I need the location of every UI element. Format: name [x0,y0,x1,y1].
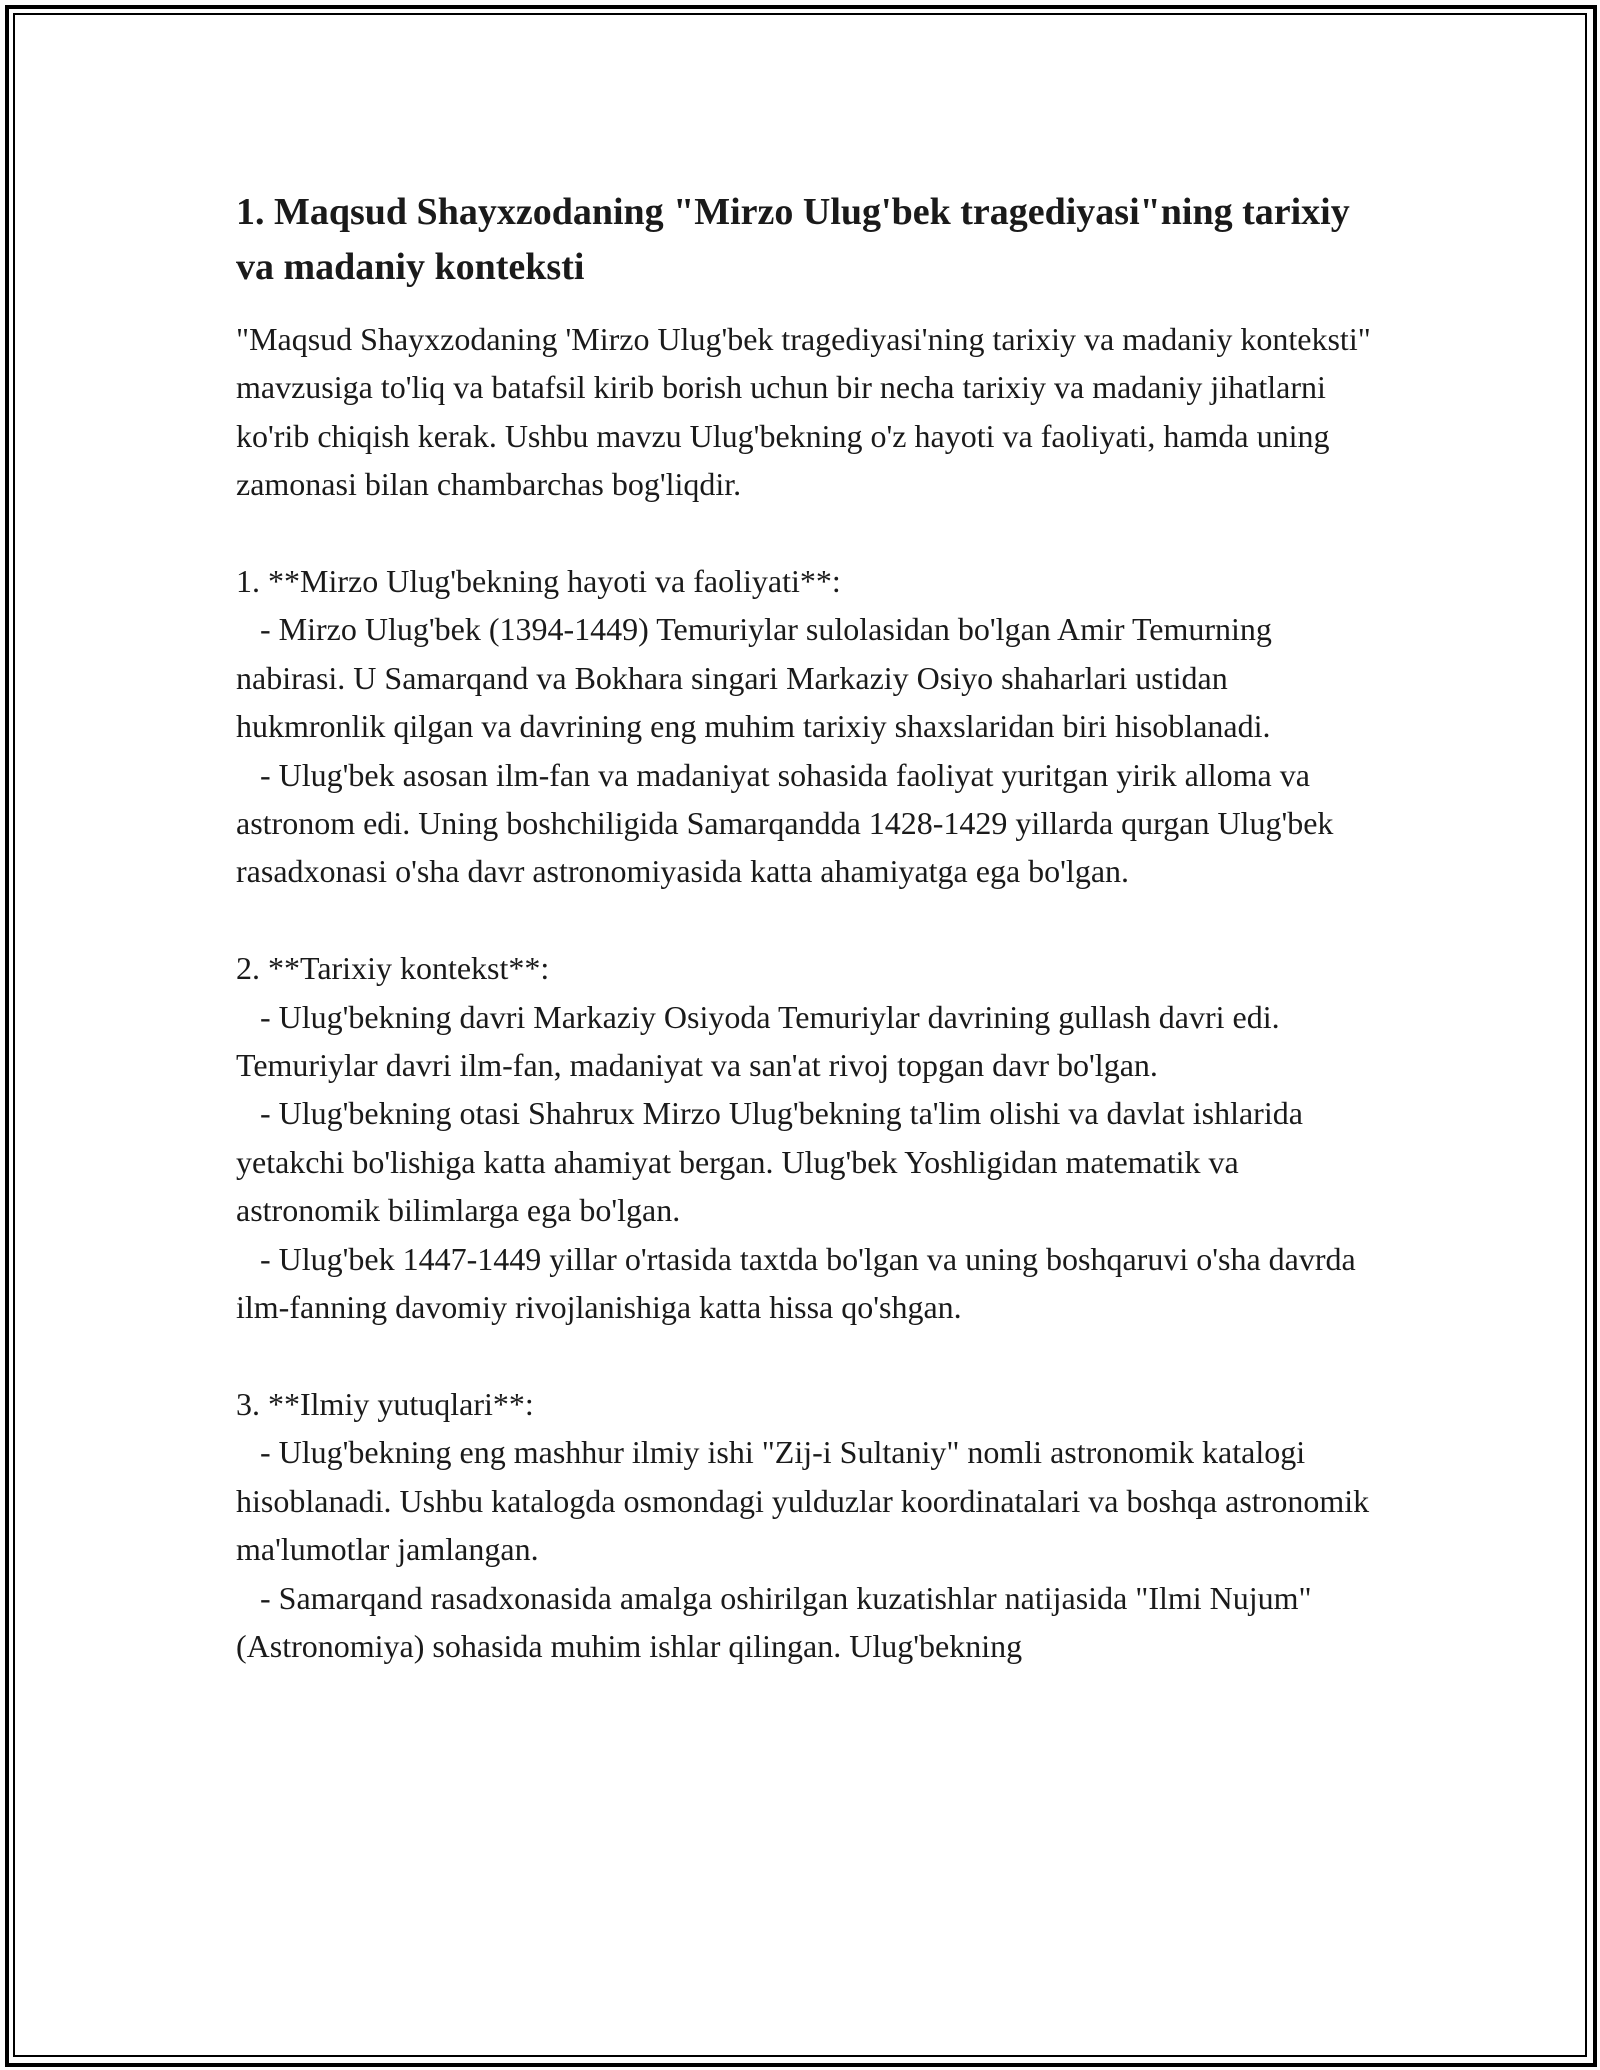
list-item: - Samarqand rasadxonasida amalga oshirilgan kuzatishlar natijasida "Ilmi Nujum" (Astronomiya) sohasida muhim ishlar qilingan. Ulug'bekning [236,1579,1320,1664]
list-item: - Ulug'bekning eng mashhur ilmiy ishi "Zij-i Sultaniy" nomli astronomik katalogi hisoblanadi. Ushbu katalogda osmondagi yulduzlar koordinatalari va boshqa astronomik ma'lumotlar jamlangan. [236,1434,1378,1568]
intro-paragraph: "Maqsud Shayxzodaning 'Mirzo Ulug'bek tragediyasi'ning tarixiy va madaniy konteksti" mavzusiga to'liq va batafsil kirib borish uchun bir necha tarixiy va madaniy jihatlarni ko'rib chiqish kerak. Ushbu mavzu Ulug'bekning o'z hayoti va faoliyati, hamda uning zamonasi bilan chambarchas bog'liqdir. [236,321,1379,503]
list-item: - Ulug'bek 1447-1449 yillar o'rtasida taxtda bo'lgan va uning boshqaruvi o'sha davrda ilm-fanning davomiy rivojlanishiga katta hissa qo'shgan. [236,1240,1364,1326]
document-body [236,185,1379,1670]
list-item: - Ulug'bekning davri Markaziy Osiyoda Temuriylar davrining gullash davri edi. Temuriylar davri ilm-fan, madaniyat va san'at rivoj topgan davr bo'lgan. [236,998,1287,1084]
section-2 [236,944,1376,1331]
list-item: - Mirzo Ulug'bek (1394-1449) Temuriylar sulolasidan bo'lgan Amir Temurning nabirasi. U Samarqand va Bokhara singari Markaziy Osiyo shaharlari ustidan hukmronlik qilgan va davrining eng muhim tarixiy shaxslaridan biri hisoblanadi. [236,611,1280,745]
section-3 [236,1380,1376,1670]
list-item: - Ulug'bekning otasi Shahrux Mirzo Ulug'bekning ta'lim olishi va davlat ishlarida yetakchi bo'lishiga katta ahamiyat bergan. Ulug'bek Yoshligidan matematik va astronomik bilimlarga ega bo'lgan. [236,1095,1311,1229]
section-1 [236,557,1376,896]
list-item: - Ulug'bek asosan ilm-fan va madaniyat sohasida faoliyat yuritgan yirik alloma va astronom edi. Uning boshchiligida Samarqandda 1428-1429 yillarda qurgan Ulug'bek rasadxonasi o'sha davr astronomiyasida katta ahamiyatga ega bo'lgan. [236,756,1342,890]
section-heading: 1. Maqsud Shayxzodaning "Mirzo Ulug'bek tragediyasi"ning tarixiy va madaniy konteksti [236,191,1350,288]
section-title: 2. **Tarixiy kontekst**: [236,950,550,987]
section-title: 3. **Ilmiy yutuqlari**: [236,1385,534,1422]
section-title: 1. **Mirzo Ulug'bekning hayoti va faoliyati**: [236,563,841,600]
